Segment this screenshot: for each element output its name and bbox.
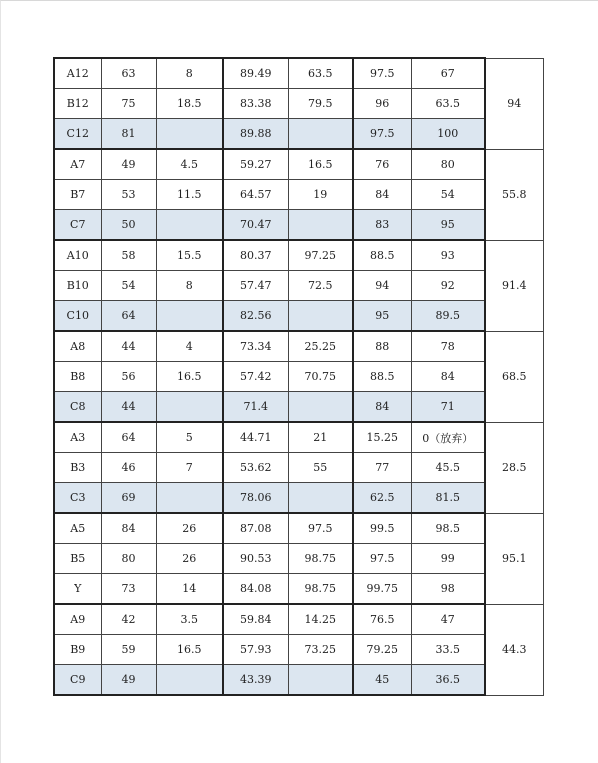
table-row	[54, 119, 543, 150]
row-id-cell: B9	[54, 635, 101, 665]
table-cell	[288, 392, 353, 423]
table-cell: 63.5	[288, 58, 353, 89]
table-cell: 25.25	[288, 331, 353, 362]
table-cell: 97.5	[353, 58, 411, 89]
table-cell: 4.5	[156, 149, 223, 180]
table-cell: 4	[156, 331, 223, 362]
table-cell: 84	[353, 180, 411, 210]
table-cell: 36.5	[411, 665, 485, 696]
row-id-cell: C12	[54, 119, 101, 150]
table-cell: 71.4	[223, 392, 288, 423]
table-cell: 70.47	[223, 210, 288, 241]
table-cell: 100	[411, 119, 485, 150]
row-id-cell: A5	[54, 513, 101, 544]
row-id-cell: C7	[54, 210, 101, 241]
table-cell: 84.08	[223, 574, 288, 605]
table-row	[54, 240, 543, 271]
table-cell: 14.25	[288, 604, 353, 635]
row-id-cell: C10	[54, 301, 101, 332]
table-cell: 14	[156, 574, 223, 605]
table-cell: 99	[411, 544, 485, 574]
table-cell: 45.5	[411, 453, 485, 483]
table-cell: 59	[101, 635, 156, 665]
table-row	[54, 180, 543, 210]
table-cell: 16.5	[156, 362, 223, 392]
table-cell	[156, 301, 223, 332]
row-id-cell: A3	[54, 422, 101, 453]
table-cell: 99.5	[353, 513, 411, 544]
table-cell: 70.75	[288, 362, 353, 392]
table-cell	[156, 119, 223, 150]
table-cell: 84	[353, 392, 411, 423]
table-cell: 80.37	[223, 240, 288, 271]
table-row	[54, 635, 543, 665]
table-cell: 75	[101, 89, 156, 119]
row-id-cell: C9	[54, 665, 101, 696]
table-cell: 98.75	[288, 544, 353, 574]
table-cell: 80	[101, 544, 156, 574]
table-cell: 81	[101, 119, 156, 150]
group-score-cell: 91.4	[485, 240, 543, 331]
table-cell: 83	[353, 210, 411, 241]
table-cell: 88	[353, 331, 411, 362]
scores-table	[53, 57, 544, 696]
table-cell	[156, 483, 223, 514]
table-cell: 78	[411, 331, 485, 362]
table-cell: 26	[156, 544, 223, 574]
table-cell: 7	[156, 453, 223, 483]
table-cell	[288, 210, 353, 241]
row-id-cell: C8	[54, 392, 101, 423]
table-row	[54, 362, 543, 392]
row-id-cell: A8	[54, 331, 101, 362]
row-id-cell: B10	[54, 271, 101, 301]
table-cell: 49	[101, 665, 156, 696]
table-cell: 54	[101, 271, 156, 301]
table-cell: 76	[353, 149, 411, 180]
table-cell: 26	[156, 513, 223, 544]
table-cell: 64	[101, 422, 156, 453]
row-id-cell: Y	[54, 574, 101, 605]
table-row	[54, 392, 543, 423]
table-cell: 76.5	[353, 604, 411, 635]
table-cell: 5	[156, 422, 223, 453]
table-cell: 89.88	[223, 119, 288, 150]
table-cell: 93	[411, 240, 485, 271]
table-cell: 84	[101, 513, 156, 544]
table-cell	[288, 119, 353, 150]
table-cell	[156, 392, 223, 423]
table-cell: 50	[101, 210, 156, 241]
row-id-cell: A7	[54, 149, 101, 180]
table-cell: 73.25	[288, 635, 353, 665]
table-cell: 92	[411, 271, 485, 301]
table-cell: 56	[101, 362, 156, 392]
table-row	[54, 210, 543, 241]
table-cell: 78.06	[223, 483, 288, 514]
table-cell: 98.75	[288, 574, 353, 605]
table-cell: 89.49	[223, 58, 288, 89]
table-cell: 43.39	[223, 665, 288, 696]
row-id-cell: B7	[54, 180, 101, 210]
table-row	[54, 513, 543, 544]
table-cell: 67	[411, 58, 485, 89]
group-score-cell: 68.5	[485, 331, 543, 422]
table-cell: 19	[288, 180, 353, 210]
table-cell: 97.5	[353, 544, 411, 574]
table-row	[54, 544, 543, 574]
table-cell: 88.5	[353, 240, 411, 271]
row-id-cell: B12	[54, 89, 101, 119]
table-cell: 53.62	[223, 453, 288, 483]
table-cell: 57.47	[223, 271, 288, 301]
table-row	[54, 89, 543, 119]
table-cell: 47	[411, 604, 485, 635]
table-cell: 73.34	[223, 331, 288, 362]
table-cell	[288, 483, 353, 514]
table-cell: 72.5	[288, 271, 353, 301]
table-cell: 94	[353, 271, 411, 301]
table-cell: 82.56	[223, 301, 288, 332]
table-cell: 57.42	[223, 362, 288, 392]
table-cell: 95	[411, 210, 485, 241]
table-cell: 98	[411, 574, 485, 605]
table-row	[54, 422, 543, 453]
table-row	[54, 574, 543, 605]
row-id-cell: B3	[54, 453, 101, 483]
table-cell: 73	[101, 574, 156, 605]
table-cell: 97.5	[288, 513, 353, 544]
table-cell: 44	[101, 331, 156, 362]
row-id-cell: B5	[54, 544, 101, 574]
table-cell	[288, 665, 353, 696]
table-cell: 8	[156, 58, 223, 89]
table-cell: 97.25	[288, 240, 353, 271]
table-cell: 44	[101, 392, 156, 423]
table-cell: 53	[101, 180, 156, 210]
table-cell: 59.27	[223, 149, 288, 180]
table-cell	[156, 210, 223, 241]
table-cell	[288, 301, 353, 332]
table-cell: 44.71	[223, 422, 288, 453]
table-cell: 33.5	[411, 635, 485, 665]
table-cell: 18.5	[156, 89, 223, 119]
table-cell: 3.5	[156, 604, 223, 635]
table-cell: 79.25	[353, 635, 411, 665]
table-cell: 87.08	[223, 513, 288, 544]
table-cell: 63	[101, 58, 156, 89]
table-cell: 63.5	[411, 89, 485, 119]
table-cell: 90.53	[223, 544, 288, 574]
table-cell: 96	[353, 89, 411, 119]
table-cell: 84	[411, 362, 485, 392]
table-cell: 57.93	[223, 635, 288, 665]
table-row	[54, 271, 543, 301]
table-cell: 64.57	[223, 180, 288, 210]
group-score-cell: 94	[485, 58, 543, 149]
table-cell: 99.75	[353, 574, 411, 605]
table-cell	[156, 665, 223, 696]
table-cell: 59.84	[223, 604, 288, 635]
row-id-cell: B8	[54, 362, 101, 392]
table-cell: 55	[288, 453, 353, 483]
table-row	[54, 301, 543, 332]
table-cell: 45	[353, 665, 411, 696]
table-cell: 46	[101, 453, 156, 483]
row-id-cell: C3	[54, 483, 101, 514]
table-cell: 0（放弃）	[411, 422, 485, 453]
table-cell: 79.5	[288, 89, 353, 119]
table-cell: 62.5	[353, 483, 411, 514]
table-cell: 77	[353, 453, 411, 483]
table-cell: 21	[288, 422, 353, 453]
table-cell: 83.38	[223, 89, 288, 119]
table-row	[54, 483, 543, 514]
table-cell: 98.5	[411, 513, 485, 544]
table-cell: 64	[101, 301, 156, 332]
table-cell: 97.5	[353, 119, 411, 150]
table-cell: 8	[156, 271, 223, 301]
table-row	[54, 58, 543, 89]
row-id-cell: A12	[54, 58, 101, 89]
table-cell: 58	[101, 240, 156, 271]
table-cell: 49	[101, 149, 156, 180]
table-cell: 89.5	[411, 301, 485, 332]
table-cell: 80	[411, 149, 485, 180]
table-cell: 69	[101, 483, 156, 514]
group-score-cell: 55.8	[485, 149, 543, 240]
table-cell: 54	[411, 180, 485, 210]
table-cell: 16.5	[156, 635, 223, 665]
table-cell: 95	[353, 301, 411, 332]
table-cell: 81.5	[411, 483, 485, 514]
table-row	[54, 665, 543, 696]
table-cell: 88.5	[353, 362, 411, 392]
table-cell: 71	[411, 392, 485, 423]
table-cell: 15.25	[353, 422, 411, 453]
table-cell: 16.5	[288, 149, 353, 180]
row-id-cell: A9	[54, 604, 101, 635]
table-row	[54, 149, 543, 180]
table-row	[54, 453, 543, 483]
table-cell: 42	[101, 604, 156, 635]
table-cell: 15.5	[156, 240, 223, 271]
group-score-cell: 95.1	[485, 513, 543, 604]
table-row	[54, 331, 543, 362]
table-row	[54, 604, 543, 635]
group-score-cell: 28.5	[485, 422, 543, 513]
row-id-cell: A10	[54, 240, 101, 271]
table-cell: 11.5	[156, 180, 223, 210]
group-score-cell: 44.3	[485, 604, 543, 695]
